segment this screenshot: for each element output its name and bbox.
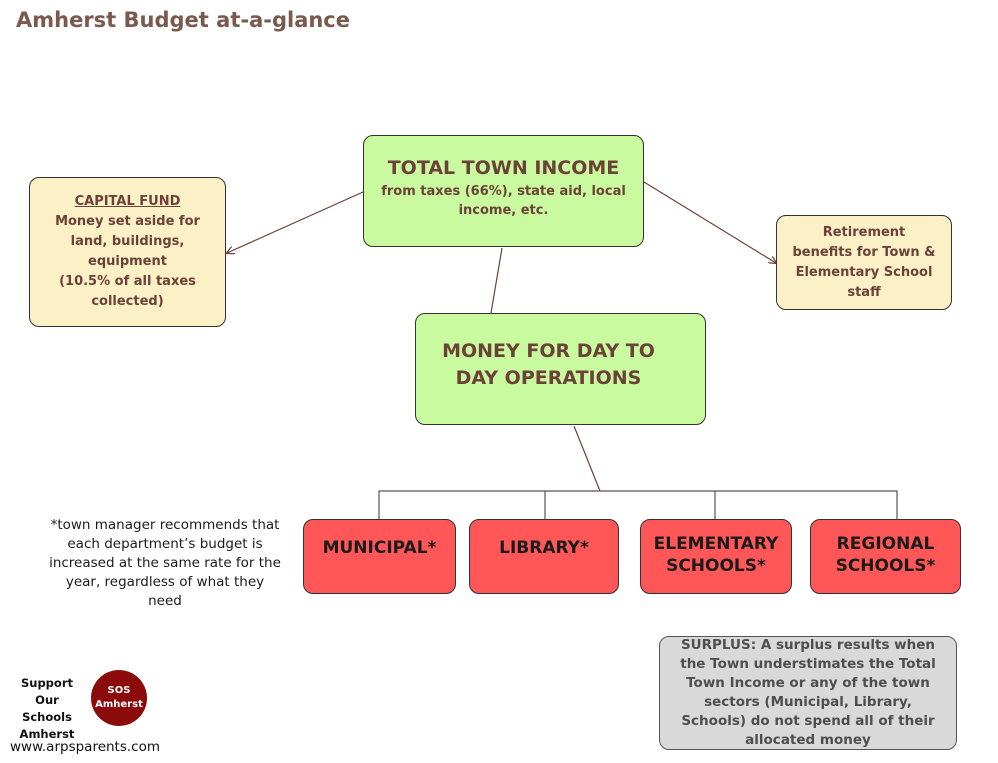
department-regional-schools bbox=[810, 519, 961, 594]
surplus-text: SURPLUS: A surplus results when the Town understimates the Total Town Income or any of the town sectors (Municipal, Library, Schools) do not spend all of their allocated money bbox=[680, 637, 936, 748]
capital-fund-heading: CAPITAL FUND bbox=[74, 194, 181, 209]
capital-fund-description: Money set aside for land, buildings, equipment bbox=[55, 214, 200, 269]
connector-income-to-capital bbox=[227, 192, 363, 253]
connector-income-to-retirement bbox=[644, 182, 776, 263]
town-manager-note: *town manager recommends that each department’s budget is increased at the same rate for the year, regardless of what they need bbox=[49, 517, 281, 609]
retirement-benefits-node bbox=[776, 215, 952, 310]
logo-circle-line2: Amherst bbox=[95, 699, 143, 710]
connector-income-to-daytoday bbox=[491, 248, 502, 313]
department-label: LIBRARY* bbox=[499, 537, 589, 558]
department-label: ELEMENTARY SCHOOLS* bbox=[653, 533, 779, 576]
surplus-note bbox=[659, 636, 957, 750]
income-heading: TOTAL TOWN INCOME bbox=[387, 156, 620, 179]
capital-fund-node bbox=[29, 177, 226, 327]
department-label: MUNICIPAL* bbox=[322, 537, 437, 558]
capital-fund-percent: (10.5% of all taxes collected) bbox=[59, 274, 196, 309]
logo-circle-line1: SOS bbox=[107, 685, 131, 696]
income-subtext: from taxes (66%), state aid, local income, etc. bbox=[381, 183, 626, 218]
department-library bbox=[469, 519, 619, 594]
sos-logo bbox=[91, 670, 147, 726]
department-municipal bbox=[303, 519, 456, 594]
page-title: Amherst Budget at-a-glance bbox=[16, 8, 351, 32]
department-elementary-schools bbox=[640, 519, 792, 594]
day-to-day-operations-node bbox=[415, 313, 706, 425]
retirement-text: Retirement benefits for Town & Elementary School staff bbox=[792, 224, 936, 300]
logo-text: Support Our Schools Amherst bbox=[19, 676, 75, 741]
department-label: REGIONAL SCHOOLS* bbox=[835, 533, 936, 576]
department-bracket bbox=[379, 491, 897, 519]
website-link[interactable]: www.arpsparents.com bbox=[10, 739, 161, 755]
total-town-income-node bbox=[363, 135, 644, 247]
connector-daytoday-to-depts bbox=[574, 426, 600, 491]
day-to-day-text: MONEY FOR DAY TO DAY OPERATIONS bbox=[442, 340, 655, 389]
